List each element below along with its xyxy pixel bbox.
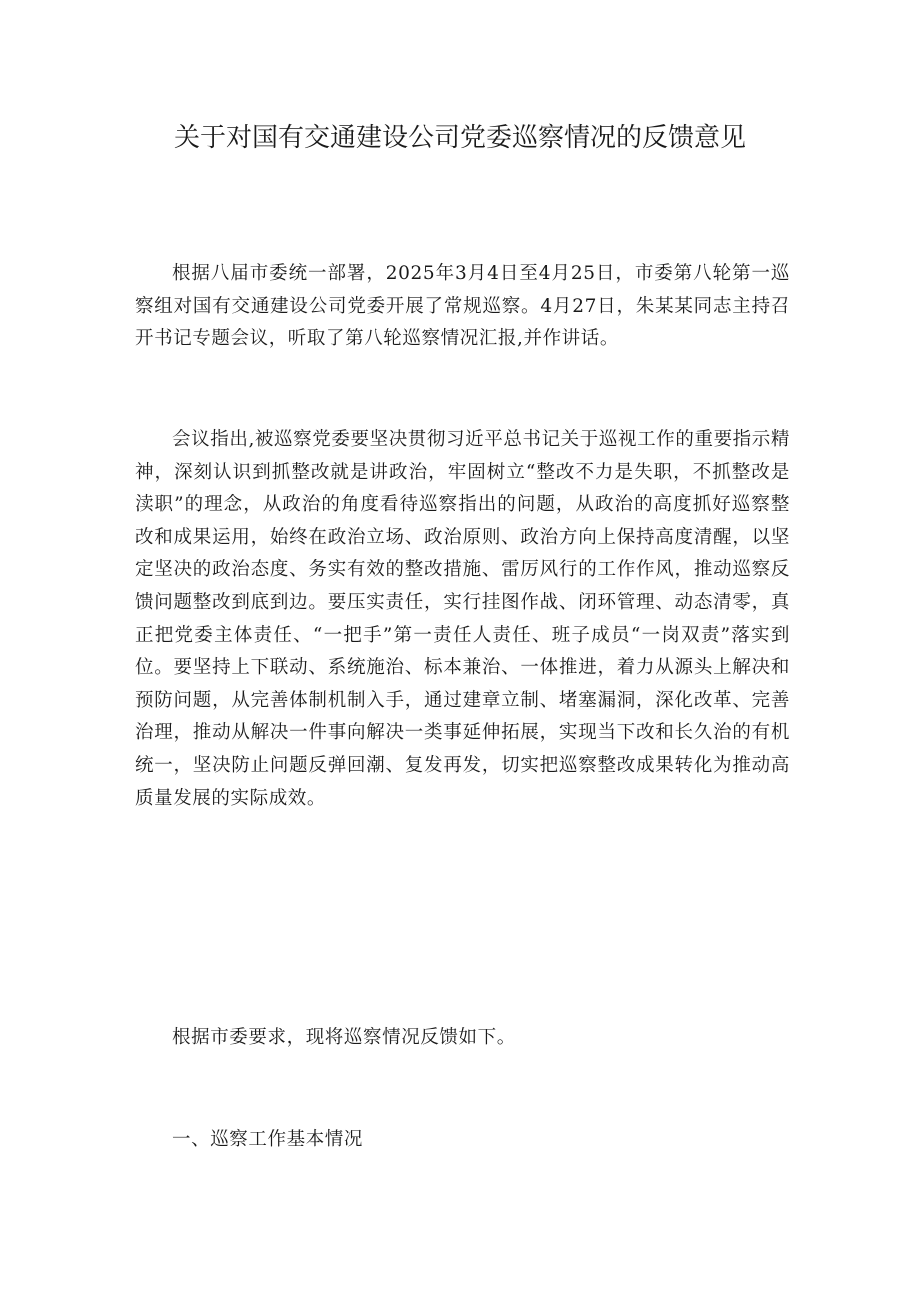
body-paragraph-1: 根据八届市委统一部署，2025年3月4日至4月25日，市委第八轮第一巡察组对国有交通建设公司党委开展了常规巡察。4月27日，朱某某同志主持召开书记专题会议，听取了第八轮巡察情况汇报,并作讲话。: [135, 263, 790, 350]
document-title: 关于对国有交通建设公司党委巡察情况的反馈意见: [173, 123, 746, 153]
body-paragraph-2: 会议指出,被巡察党委要坚决贯彻习近平总书记关于巡视工作的重要指示精神，深刻认识到抓整改就是讲政治，牢固树立“整改不力是失职，不抓整改是渎职”的理念，从政治的角度看待巡察指出的问题，从政治的高度抓好巡察整改和成果运用，始终在政治立场、政治原则、政治方向上保持高度清醒，以坚定坚决的政治态度、务实有效的整改措施、雷厉风行的工作作风，推动巡察反馈问题整改到底到边。要压实责任，实行挂图作战、闭环管理、动态清零，真正把党委主体责任、“一把手”第一责任人责任、班子成员“一岗双责”落实到位。要坚持上下联动、系统施治、标本兼治、一体推进，着力从源头上解决和预防问题，从完善体制机制入手，通过建章立制、堵塞漏洞，深化改革、完善治理，推动从解决一件事向解决一类事延伸拓展，实现当下改和长久治的有机统一，坚决防止问题反弹回潮、复发再发，切实把巡察整改成果转化为推动高质量发展的实际成效。: [135, 429, 790, 809]
body-paragraph-3: 根据市委要求，现将巡察情况反馈如下。: [172, 1027, 516, 1048]
section-heading: 一、巡察工作基本情况: [172, 1129, 364, 1150]
